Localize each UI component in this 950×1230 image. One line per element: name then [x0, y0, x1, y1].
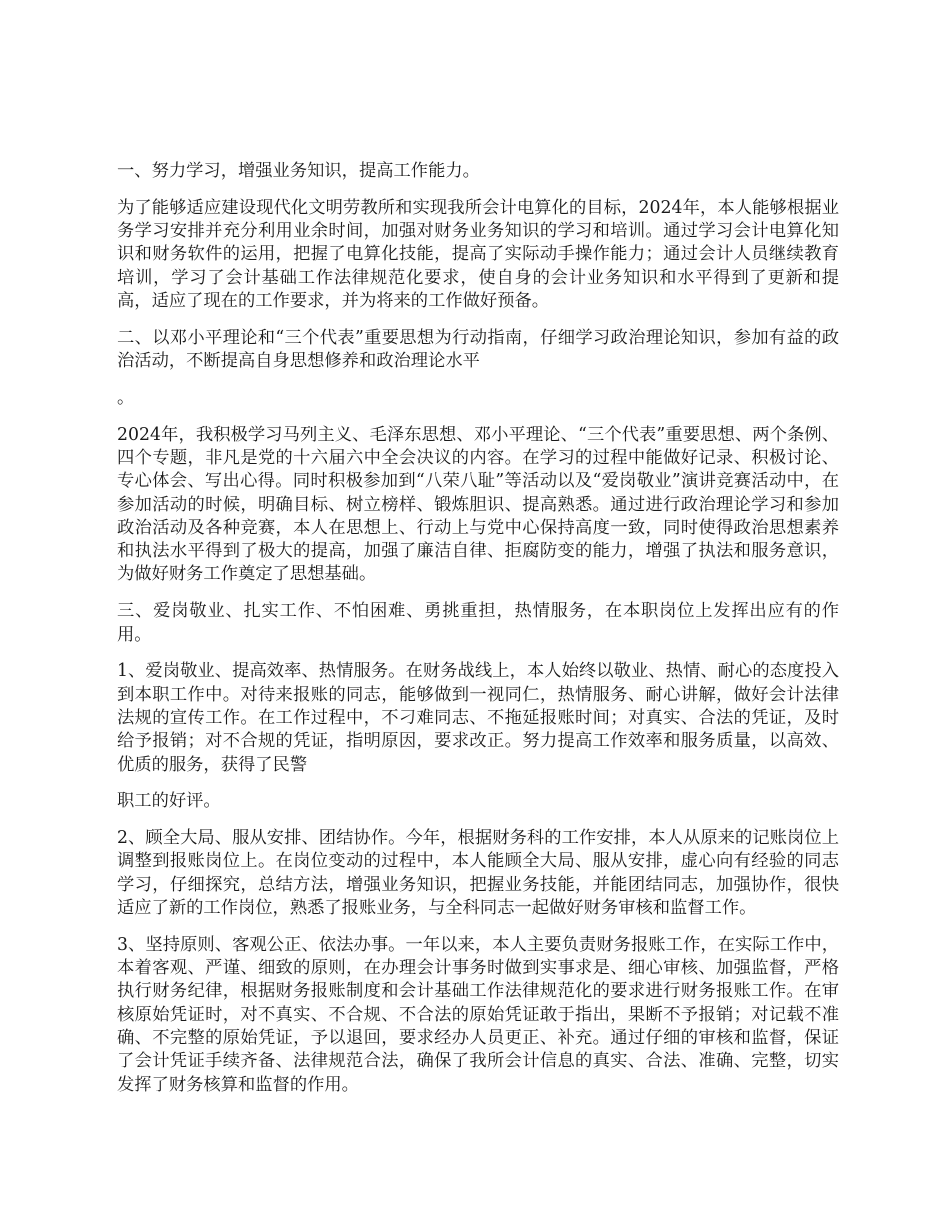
- section-heading-3: 三、爱岗敬业、扎实工作、不怕困难、勇挑重担，热情服务，在本职岗位上发挥出应有的作用。: [117, 601, 839, 645]
- paragraph: 2、顾全大局、服从安排、团结协作。今年，根据财务科的工作安排，本人从原来的记账岗位上调整到报账岗位上。在岗位变动的过程中，本人能顾全大局、服从安排，虚心向有经验的同志学习，仔细探究，总结方法，增强业务知识，把握业务技能，并能团结同志，加强协作，很快适应了新的工作岗位，熟悉了报账业务，与全科同志一起做好财务审核和监督工作。: [117, 828, 839, 919]
- paragraph: 1、爱岗敬业、提高效率、热情服务。在财务战线上，本人始终以敬业、热情、耐心的态度投入到本职工作中。对待来报账的同志，能够做到一视同仁，热情服务、耐心讲解，做好会计法律法规的宣传工作。在工作过程中，不刁难同志、不拖延报账时间；对真实、合法的凭证，及时给予报销；对不合规的凭证，指明原因，要求改正。努力提高工作效率和服务质量，以高效、优质的服务，获得了民警: [117, 661, 839, 775]
- document-body: [117, 160, 839, 1110]
- paragraph: 为了能够适应建设现代化文明劳教所和实现我所会计电算化的目标，2024年，本人能够根据业务学习安排并充分利用业余时间，加强对财务业务知识的学习和培训。通过学习会计电算化知识和财务软件的运用，把握了电算化技能，提高了实际动手操作能力；通过会计人员继续教育培训，学习了会计基础工作法律规范化要求，使自身的会计业务知识和水平得到了更新和提高，适应了现在的工作要求，并为将来的工作做好预备。: [117, 197, 839, 311]
- paragraph: 职工的好评。: [117, 791, 221, 812]
- paragraph: 。: [117, 387, 135, 408]
- section-heading-1: 一、努力学习，增强业务知识，提高工作能力。: [117, 161, 480, 181]
- section-heading-2: 二、以邓小平理论和“三个代表”重要思想为行动指南，仔细学习政治理论知识，参加有益的政治活动，不断提高自身思想修养和政治理论水平: [117, 327, 839, 372]
- paragraph: 3、坚持原则、客观公正、依法办事。一年以来，本人主要负责财务报账工作，在实际工作中，本着客观、严谨、细致的原则，在办理会计事务时做到实事求是、细心审核、加强监督，严格执行财务纪律，根据财务报账制度和会计基础工作法律规范化的要求进行财务报账工作。在审核原始凭证时，对不真实、不合规、不合法的原始凭证敢于指出，果断不予报销；对记载不准确、不完整的原始凭证，予以退回，要求经办人员更正、补充。通过仔细的审核和监督，保证了会计凭证手续齐备、法律规范合法，确保了我所会计信息的真实、合法、准确、完整，切实发挥了财务核算和监督的作用。: [117, 934, 839, 1095]
- paragraph: 2024年，我积极学习马列主义、毛泽东思想、邓小平理论、“三个代表”重要思想、两个条例、四个专题，非凡是党的十六届六中全会决议的内容。在学习的过程中能做好记录、积极讨论、专心体会、写出心得。同时积极参加到“八荣八耻”等活动以及“爱岗敬业”演讲竞赛活动中，在参加活动的时候，明确目标、树立榜样、锻炼胆识、提高熟悉。通过进行政治理论学习和参加政治活动及各种竞赛，本人在思想上、行动上与党中心保持高度一致，同时使得政治思想素养和执法水平得到了极大的提高，加强了廉洁自律、拒腐防变的能力，增强了执法和服务意识，为做好财务工作奠定了思想基础。: [117, 424, 839, 585]
